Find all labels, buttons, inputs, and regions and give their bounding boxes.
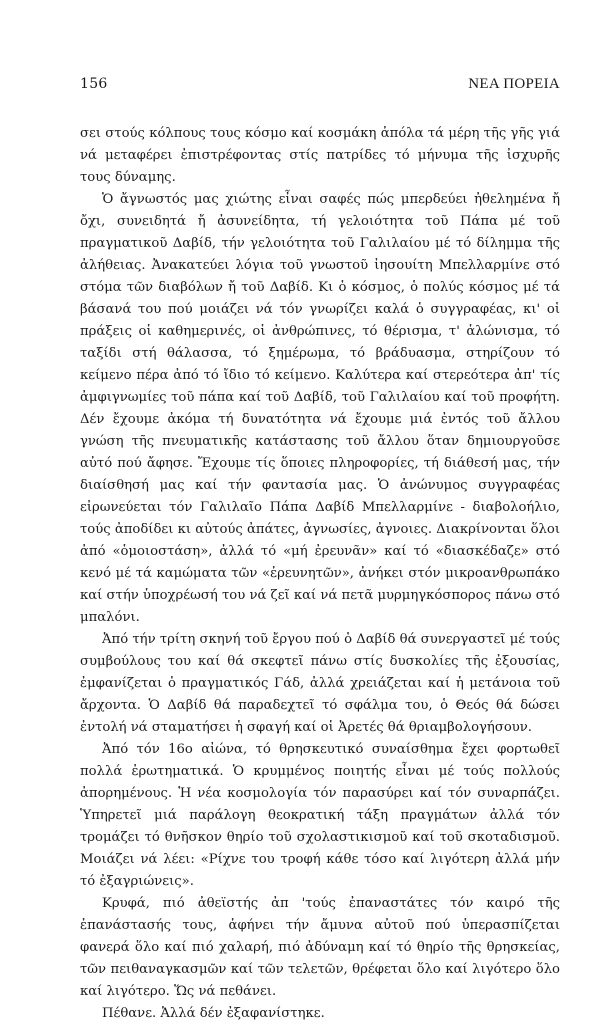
paragraph: Κρυφά, πιό ἀθεϊστής ἀπ 'τούς ἐπαναστάτες τόν καιρό τῆς ἐπανάστασής τους, ἀφήνει τήν ἄμυνα αὐτοῦ πού ὑπερασπίζεται φανερά ὅλο καί πιό χαλαρή, πιό ἀδύναμη καί τό θηρίο τῆς θρησκείας, τῶν πειθαναγκασμῶν καί τῶν τελετῶν, θρέφεται ὅλο καί λιγότερο ὅλο καί λιγότερο. Ὥς νά πεθάνει. [80, 896, 560, 999]
body-text [80, 123, 560, 1025]
paragraph-final: Πέθανε. Ἀλλά δέν ἐξαφανίστηκε. [102, 1006, 325, 1021]
page-number: 156 [80, 76, 108, 92]
paragraph: Ἀπό τόν 16ο αἰώνα, τό θρησκευτικό συναίσθημα ἔχει φορτωθεῖ πολλά ἐρωτηματικά. Ὁ κρυμμένος ποιητής εἶναι μέ τούς πολλούς ἀπορημένους. Ἡ νέα κοσμολογία τόν παρασύρει καί τόν συναρπάζει. Ὑπηρετεῖ μιά παράλογη θεοκρατική τάξη πραγμάτων ἀλλά τόν τρομάζει τό θνῆσκον θηρίο τοῦ σχολαστικισμοῦ καί τοῦ σκοταδισμοῦ. Μοιάζει νά λέει: «Ρίχνε του τροφή κάθε τόσο καί λιγότερη ἀλλά μήν τό ἐξαγριώνεις». [80, 742, 560, 889]
paragraph: Ἀπό τήν τρίτη σκηνή τοῦ ἔργου πού ὁ Δαβίδ θά συνεργαστεῖ μέ τούς συμβούλους του καί θά σκεφτεῖ πάνω στίς δυσκολίες τῆς ἐξουσίας, ἐμφανίζεται ὁ πραγματικός Γάδ, ἀλλά χρειάζεται καί ἡ μετάνοια τοῦ ἄρχοντα. Ὁ Δαβίδ θά παραδεχτεῖ τό σφάλμα του, ὁ Θεός θά δώσει ἐντολή νά σταματήσει ἡ σφαγή καί οἱ Ἀρετές θά θριαμβολογήσουν. [80, 632, 560, 735]
page-header [80, 76, 560, 93]
book-page [80, 76, 560, 1025]
running-title: ΝΕΑ ΠΟΡΕΙΑ [468, 76, 560, 92]
paragraph: Ὁ ἄγνωστός μας χιώτης εἶναι σαφές πώς μπερδεύει ἠθελημένα ἤ ὄχι, συνειδητά ἤ ἀσυνείδητα, τή γελοιότητα τοῦ Πάπα μέ τοῦ πραγματικοῦ Δαβίδ, τήν γελοιότητα τοῦ Γαλιλαίου μέ τό δίλημμα τῆς ἀλήθειας. Ἀνακατεύει λόγια τοῦ γνωστοῦ ἰησουίτη Μπελλαρμίνε στό στόμα τῶν διαβόλων ἤ τοῦ Δαβίδ. Κι ὁ κόσμος, ὁ πολύς κόσμος μέ τά βάσανά του πού μοιάζει νά τόν γνωρίζει καλά ὁ συγγραφέας, κι' οἱ πράξεις οἱ καθημερινές, οἱ ἀνθρώπινες, τό θέρισμα, τ' ἁλώνισμα, τό ταξίδι στή θάλασσα, τό ξημέρωμα, τό βράδυασμα, στηρίζουν τό κείμενο πέρα ἀπό τό ἴδιο τό κείμενο. Καλύτερα καί στερεότερα ἀπ' τίς ἀμφιγνωμίες τοῦ πάπα καί τοῦ Δαβίδ, τοῦ Γαλιλαίου καί τοῦ προφήτη. Δέν ἔχουμε ἀκόμα τή δυνατότητα νά ἔχουμε μιά ἐντός τοῦ ἄλλου γνώση τῆς πνευματικῆς κατάστασης τοῦ ἄλλου ὅταν δημιουργοῦσε αὐτό πού ἄφησε. Ἔχουμε τίς ὅποιες πληροφορίες, τή διάθεσή μας, τήν διαίσθησή μας καί τήν φαντασία μας. Ὁ ἀνώνυμος συγγραφέας εἰρωνεύεται τόν Γαλιλαῖο Πάπα Δαβίδ Μπελλαρμίνε - διαβολοήλιο, τούς ἀποδίδει κι αὐτούς ἀπάτες, ἀγνωσίες, ἀγνοιες. Διακρίνονται ὅλοι ἀπό «ὁμοιοστάση», ἀλλά τό «μή ἐρευνᾶν» καί τό «διασκέδαζε» στό κενό μέ τά καμώματα τῶν «ἐρευνητῶν», ἀνήκει στόν μικροανθρωπάκο καί στήν ὑποχρέωσή του νά ζεῖ καί νά πετᾶ μυρμηγκόσπορος πάνω στό μπαλόνι. [80, 192, 560, 625]
paragraph-continued: σει στούς κόλπους τους κόσμο καί κοσμάκη ἀπόλα τά μέρη τῆς γῆς γιά νά μεταφέρει ἐπιστρέφοντας στίς πατρίδες τό μήνυμα τῆς ἰσχυρῆς τους δύναμης. [80, 126, 560, 185]
